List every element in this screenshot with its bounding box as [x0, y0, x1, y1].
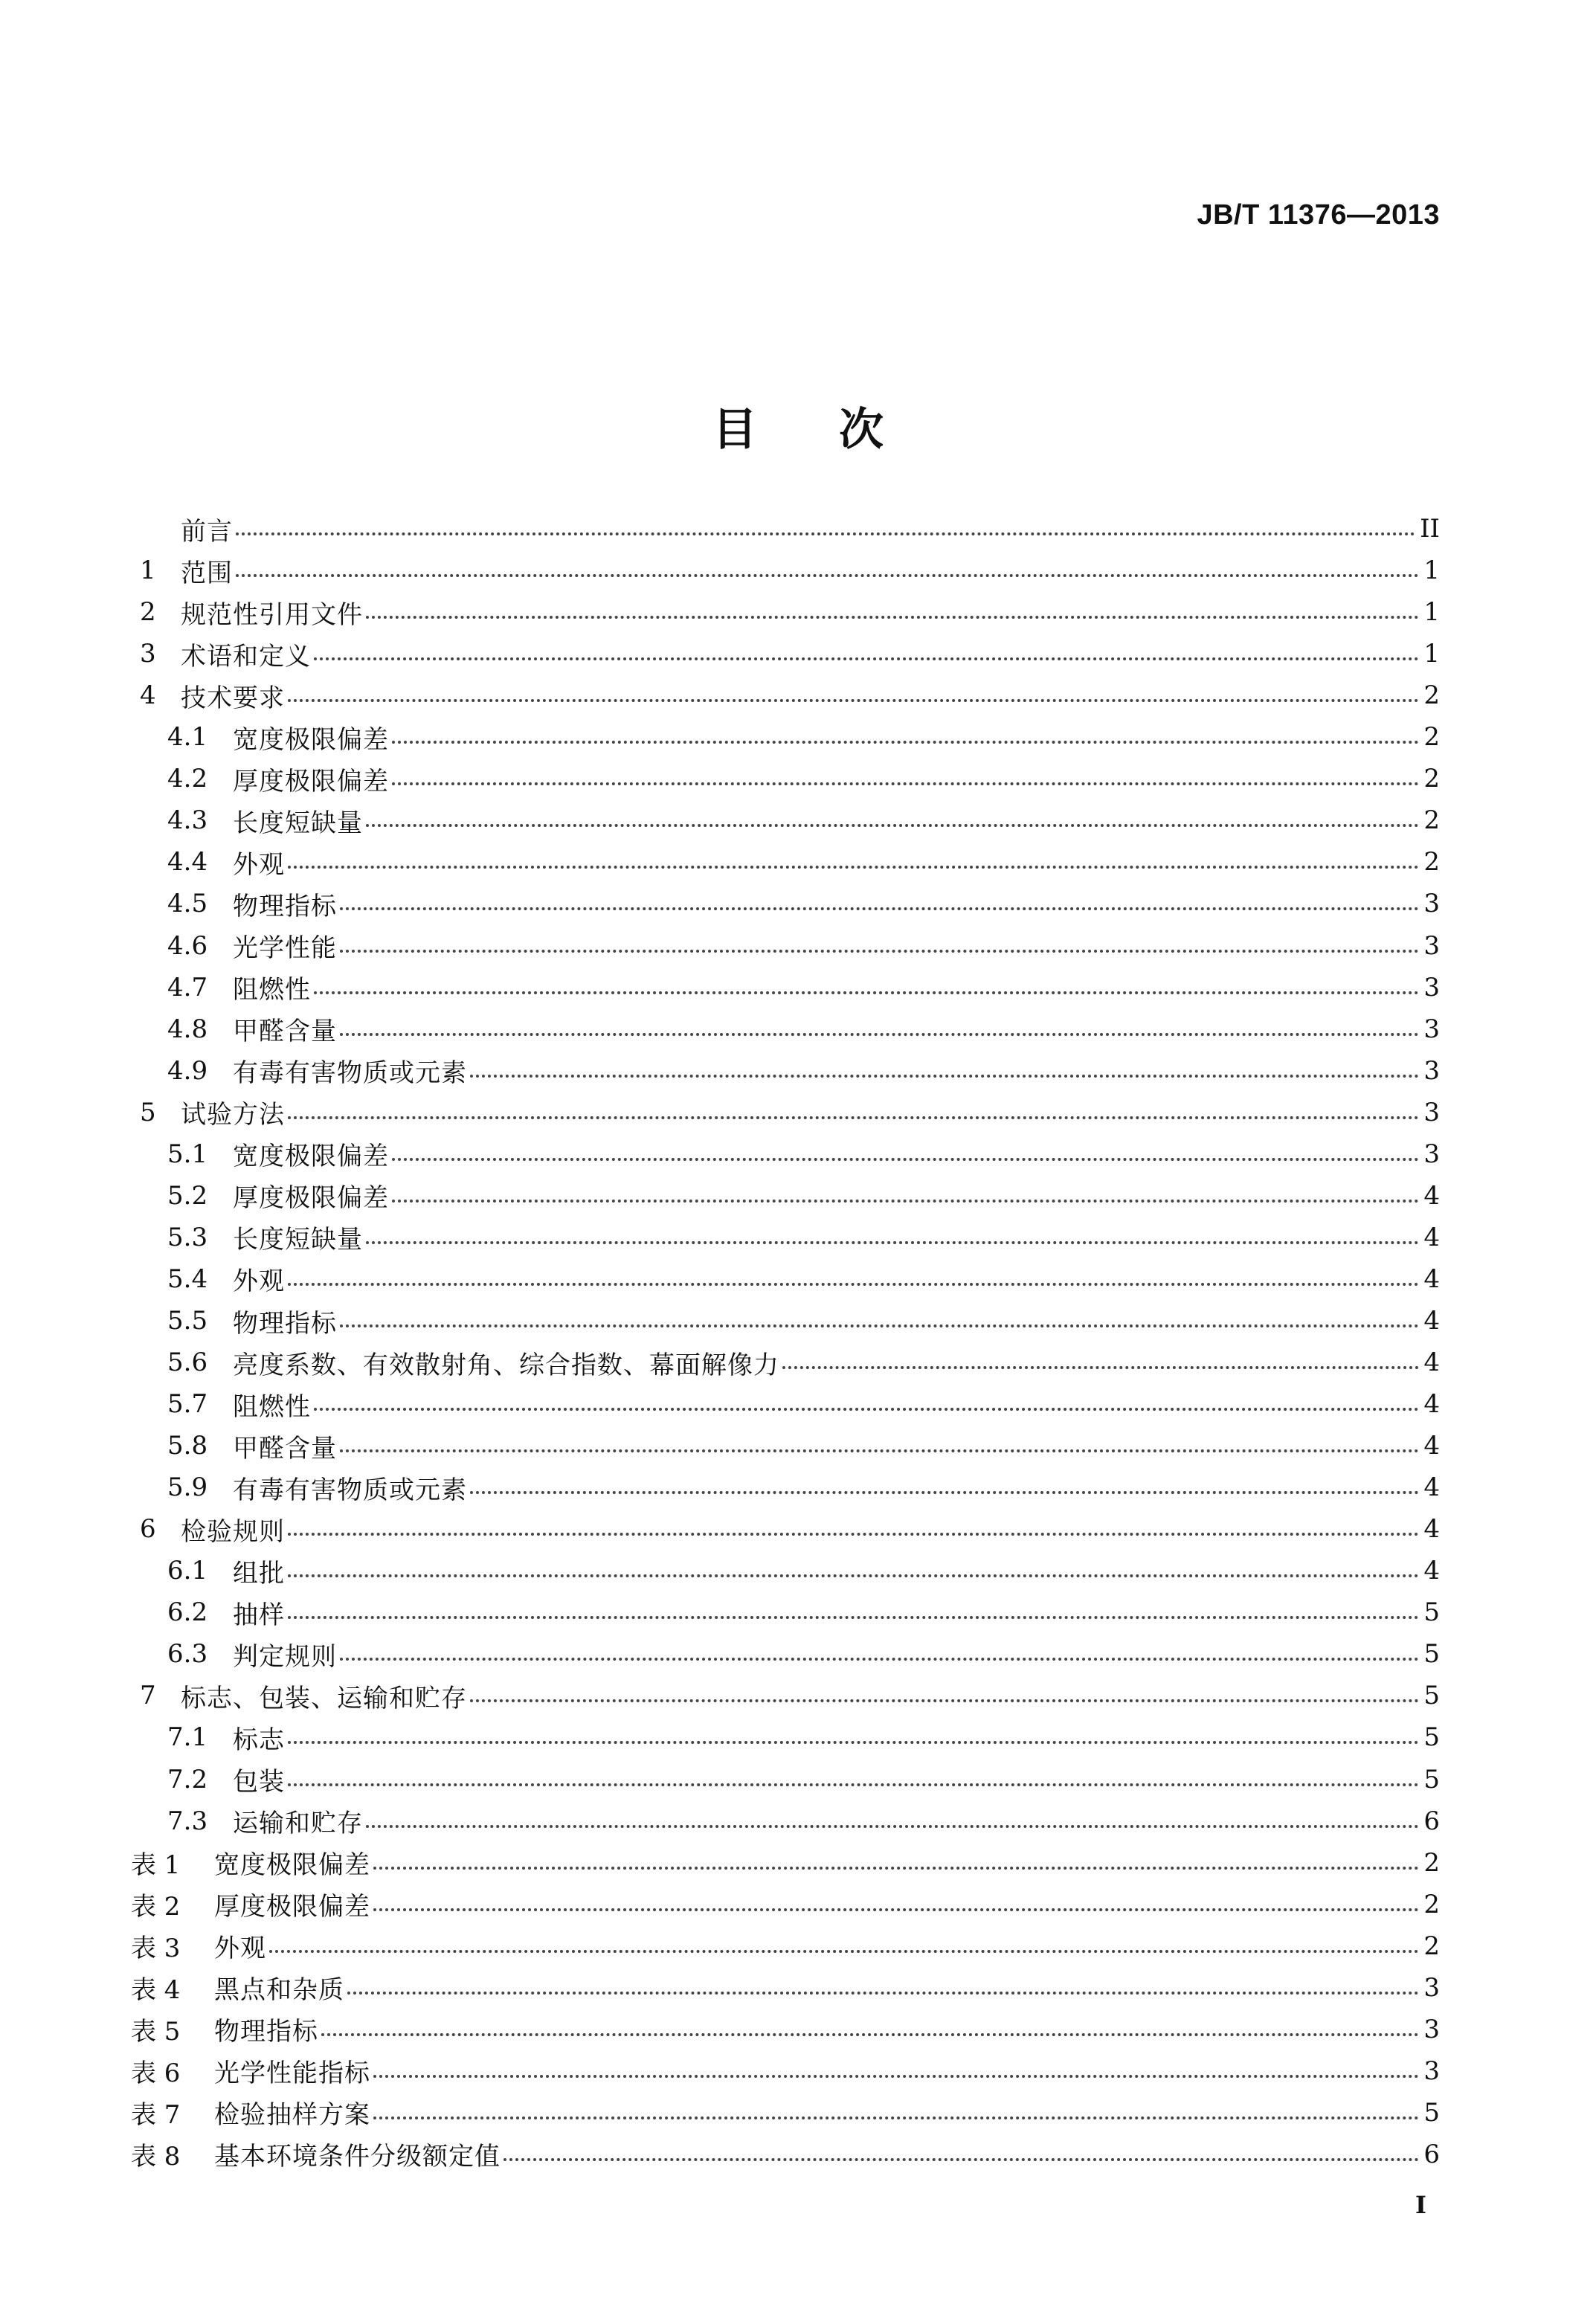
toc-entry-page: 5: [1423, 1764, 1440, 1794]
dot-leader: [340, 1324, 1419, 1327]
toc-entry[interactable]: [131, 2136, 1440, 2173]
toc-entry-page: 2: [1423, 1931, 1440, 1961]
toc-entry-number: 7.3: [167, 1806, 208, 1836]
toc-entry[interactable]: [131, 2094, 1440, 2131]
dot-leader: [503, 2158, 1419, 2161]
toc-entry-title: 有毒有害物质或元素: [233, 1475, 467, 1505]
toc-entry[interactable]: [167, 969, 1440, 1006]
toc-entry-number: 2: [140, 597, 156, 628]
toc-entry[interactable]: [167, 1803, 1440, 1840]
toc-entry[interactable]: [140, 510, 1440, 547]
toc-entry-number: 4.3: [167, 805, 208, 836]
dot-leader: [288, 699, 1419, 702]
toc-entry-title: 组批: [233, 1558, 285, 1588]
toc-entry-number: 表 6: [131, 2058, 181, 2089]
dot-leader: [470, 1075, 1419, 1078]
toc-entry-title: 厚度极限偏差: [233, 766, 389, 796]
toc-entry[interactable]: [131, 1886, 1440, 1923]
toc-entry-title: 黑点和杂质: [214, 1975, 344, 2006]
toc-entry-page: 3: [1423, 889, 1440, 919]
toc-entry[interactable]: [167, 885, 1440, 922]
toc-entry-number: 5.6: [167, 1348, 208, 1377]
toc-entry[interactable]: [167, 1594, 1440, 1631]
dot-leader: [288, 1616, 1419, 1619]
toc-entry-title: 技术要求: [181, 683, 285, 713]
toc-entry-number: 4.2: [167, 764, 208, 794]
toc-entry-number: 7.1: [167, 1722, 208, 1753]
toc-entry[interactable]: [131, 2011, 1440, 2048]
toc-entry-page: 1: [1423, 556, 1440, 585]
toc-entry-title: 物理指标: [233, 891, 337, 921]
toc-entry-page: 3: [1423, 930, 1440, 961]
toc-entry-title: 检验抽样方案: [214, 2100, 370, 2131]
toc-entry[interactable]: [167, 927, 1440, 965]
dot-leader: [470, 1491, 1419, 1494]
toc-entry-title: 有毒有害物质或元素: [233, 1058, 467, 1089]
toc-entry-title: 外观: [214, 1934, 266, 1964]
dot-leader: [236, 574, 1419, 577]
dot-leader: [314, 991, 1419, 994]
toc-entry-page: 3: [1423, 2014, 1440, 2044]
toc-entry-title: 阻燃性: [233, 975, 311, 1005]
dot-leader: [366, 616, 1419, 619]
toc-entry-number: 4.4: [167, 847, 208, 878]
toc-entry-number: 4.9: [167, 1055, 208, 1086]
dot-leader: [373, 1908, 1419, 1911]
toc-entry-page: 2: [1423, 680, 1440, 711]
toc-entry[interactable]: [167, 1136, 1440, 1173]
toc-entry-page: 5: [1423, 1722, 1440, 1753]
toc-entry-number: 6.3: [167, 1639, 208, 1670]
toc-entry-number: 4.7: [167, 972, 208, 1002]
toc-entry-page: 4: [1423, 1222, 1440, 1252]
dot-leader: [340, 1449, 1419, 1452]
toc-entry-title: 物理指标: [233, 1308, 337, 1339]
toc-entry-page: 3: [1423, 1055, 1440, 1086]
toc-entry-number: 7.2: [167, 1764, 208, 1794]
toc-entry-page: 2: [1423, 805, 1440, 836]
toc-entry-page: 6: [1423, 1806, 1440, 1836]
toc-entry[interactable]: [167, 802, 1440, 839]
toc-entry[interactable]: [131, 1844, 1440, 1881]
toc-entry-title: 范围: [181, 558, 233, 588]
toc-entry-number: 4.5: [167, 889, 208, 919]
toc-entry-number: 4.6: [167, 930, 208, 961]
toc-entry-title: 判定规则: [233, 1641, 337, 1672]
toc-entry-title: 试验方法: [181, 1100, 285, 1130]
dot-leader: [340, 1658, 1419, 1661]
dot-leader: [340, 950, 1419, 953]
toc-entry-title: 规范性引用文件: [181, 599, 363, 630]
dot-leader: [392, 1158, 1419, 1161]
dot-leader: [288, 1533, 1419, 1536]
toc-entry-number: 5.5: [167, 1306, 208, 1336]
toc-entry[interactable]: [167, 1385, 1440, 1423]
toc-entry-number: 5: [140, 1097, 156, 1127]
dot-leader: [366, 1241, 1419, 1244]
toc-entry-number: 表 4: [131, 1975, 181, 2006]
toc-entry[interactable]: [167, 1177, 1440, 1214]
dot-leader: [314, 1408, 1419, 1411]
dot-leader: [366, 824, 1419, 827]
toc-entry-page: 4: [1423, 1556, 1440, 1586]
toc-entry[interactable]: [167, 1719, 1440, 1756]
toc-entry-title: 运输和贮存: [233, 1809, 363, 1838]
toc-entry-title: 亮度系数、有效散射角、综合指数、幕面解像力: [233, 1350, 779, 1380]
toc-entry-page: 3: [1423, 972, 1440, 1002]
toc-entry-number: 5.3: [167, 1222, 208, 1252]
toc-entry-number: 5.1: [167, 1139, 208, 1169]
toc-entry[interactable]: [167, 1344, 1440, 1381]
dot-leader: [392, 782, 1419, 785]
toc-entry-page: 4: [1423, 1389, 1440, 1419]
standard-code: JB/T 11376—2013: [1197, 199, 1440, 231]
toc-entry[interactable]: [167, 1427, 1440, 1464]
toc-entry[interactable]: [140, 677, 1440, 714]
toc-entry[interactable]: [167, 1219, 1440, 1256]
toc-entry-number: 6.2: [167, 1597, 208, 1628]
toc-entry-page: 6: [1423, 2139, 1440, 2169]
toc-entry-number: 6.1: [167, 1556, 208, 1586]
toc-entry-page: 3: [1423, 2056, 1440, 2086]
toc-entry-page: 2: [1423, 722, 1440, 753]
toc-entry-page: 4: [1423, 1348, 1440, 1377]
toc-entry[interactable]: [140, 635, 1440, 672]
dot-leader: [392, 741, 1419, 744]
toc-entry-page: 3: [1423, 1097, 1440, 1127]
dot-leader: [269, 1950, 1419, 1953]
toc-entry[interactable]: [140, 552, 1440, 589]
toc-entry-page: 4: [1423, 1472, 1440, 1503]
toc-entry[interactable]: [167, 1635, 1440, 1673]
toc-entry-number: 5.4: [167, 1263, 208, 1294]
toc-entry-page: 1: [1423, 597, 1440, 628]
page-title: 目次: [712, 404, 965, 457]
toc-entry-page: 4: [1423, 1263, 1440, 1294]
dot-leader: [366, 1825, 1419, 1828]
toc-entry[interactable]: [167, 1052, 1440, 1089]
toc-entry-title: 长度短缺量: [233, 1225, 363, 1255]
toc-entry[interactable]: [167, 843, 1440, 881]
toc-entry[interactable]: [167, 1469, 1440, 1506]
toc-entry-title: 光学性能指标: [214, 2058, 370, 2089]
toc-entry-page: 2: [1423, 1889, 1440, 1919]
toc-entry-title: 前言: [181, 516, 233, 547]
toc-entry[interactable]: [140, 593, 1440, 631]
toc-entry-title: 长度短缺量: [233, 808, 363, 838]
dot-leader: [347, 1992, 1419, 1995]
toc-entry[interactable]: [167, 1261, 1440, 1298]
toc-entry[interactable]: [167, 718, 1440, 756]
toc-entry[interactable]: [131, 2053, 1440, 2090]
toc-entry-page: 5: [1423, 1639, 1440, 1670]
toc-entry[interactable]: [140, 1094, 1440, 1131]
toc-entry-title: 标志、包装、运输和贮存: [181, 1683, 467, 1713]
toc-entry-page: 4: [1423, 1431, 1440, 1461]
toc-entry-number: 4.8: [167, 1014, 208, 1044]
toc-entry-number: 5.7: [167, 1389, 208, 1419]
toc-entry-page: 5: [1423, 1681, 1440, 1711]
toc-entry-title: 宽度极限偏差: [233, 724, 389, 755]
toc-entry[interactable]: [131, 1969, 1440, 2006]
toc-entry[interactable]: [167, 1552, 1440, 1589]
dot-leader: [314, 657, 1419, 660]
toc-entry-title: 阻燃性: [233, 1391, 311, 1422]
toc-entry-page: 4: [1423, 1306, 1440, 1336]
toc-entry-page: 5: [1423, 2097, 1440, 2128]
toc-entry-title: 术语和定义: [181, 641, 311, 672]
toc-entry-page: 2: [1423, 1847, 1440, 1878]
dot-leader: [321, 2033, 1419, 2036]
toc-entry[interactable]: [167, 760, 1440, 797]
dot-leader: [470, 1699, 1419, 1702]
toc-entry[interactable]: [140, 1510, 1440, 1548]
toc-entry-number: 表 8: [131, 2142, 181, 2172]
toc-entry-title: 基本环境条件分级额定值: [214, 2142, 501, 2172]
dot-leader: [340, 907, 1419, 910]
toc-entry-title: 光学性能: [233, 933, 337, 963]
toc-entry-title: 检验规则: [181, 1516, 285, 1547]
toc-entry-number: 6: [140, 1514, 156, 1545]
toc-entry-number: 4.1: [167, 722, 208, 753]
toc-entry-page: 3: [1423, 1014, 1440, 1044]
toc-entry-page: 4: [1423, 1514, 1440, 1545]
toc-entry-number: 5.8: [167, 1431, 208, 1461]
toc-entry-number: 7: [140, 1681, 156, 1711]
toc-entry[interactable]: [167, 1302, 1440, 1339]
toc-entry-title: 物理指标: [214, 2017, 318, 2047]
toc-entry[interactable]: [131, 1928, 1440, 1965]
toc-entry-page: 5: [1423, 1597, 1440, 1628]
toc-entry[interactable]: [140, 1677, 1440, 1714]
toc-entry-number: 表 1: [131, 1850, 181, 1881]
toc-entry-page: 2: [1423, 764, 1440, 794]
toc-entry-page: 3: [1423, 1139, 1440, 1169]
toc-entry-title: 外观: [233, 1266, 285, 1297]
dot-leader: [288, 1283, 1419, 1286]
toc-entry-title: 包装: [233, 1767, 285, 1797]
toc-entry-title: 标志: [233, 1725, 285, 1755]
toc-entry-title: 宽度极限偏差: [214, 1850, 370, 1881]
dot-leader: [340, 1033, 1419, 1036]
dot-leader: [288, 1783, 1419, 1786]
toc-entry-page: 1: [1423, 639, 1440, 669]
dot-leader: [288, 1116, 1419, 1119]
toc-entry-number: 4: [140, 680, 156, 711]
dot-leader: [392, 1200, 1419, 1203]
toc-entry-number: 表 2: [131, 1892, 181, 1922]
toc-entry[interactable]: [167, 1011, 1440, 1048]
toc-entry-number: 5.2: [167, 1180, 208, 1211]
toc-entry-number: 表 5: [131, 2017, 181, 2047]
toc-entry-title: 抽样: [233, 1600, 285, 1630]
dot-leader: [288, 866, 1419, 869]
dot-leader: [373, 2075, 1419, 2078]
toc-entry-number: 表 3: [131, 1934, 181, 1964]
toc-entry-title: 甲醛含量: [233, 1017, 337, 1047]
toc-entry-page: 2: [1423, 847, 1440, 878]
toc-entry-page: 4: [1423, 1180, 1440, 1211]
toc-entry-number: 表 7: [131, 2100, 181, 2131]
toc-entry-page: II: [1420, 514, 1440, 544]
toc-entry[interactable]: [167, 1761, 1440, 1798]
dot-leader: [288, 1574, 1419, 1577]
page-number: I: [1415, 2191, 1426, 2219]
toc-entry-title: 厚度极限偏差: [233, 1183, 389, 1214]
dot-leader: [373, 2116, 1419, 2119]
toc-entry-title: 外观: [233, 849, 285, 880]
toc-entry-number: 5.9: [167, 1472, 208, 1503]
toc-entry-title: 甲醛含量: [233, 1433, 337, 1464]
toc-entry-title: 厚度极限偏差: [214, 1892, 370, 1922]
toc-entry-number: 3: [140, 639, 156, 669]
dot-leader: [373, 1867, 1419, 1870]
toc-entry-title: 宽度极限偏差: [233, 1142, 389, 1172]
dot-leader: [782, 1366, 1419, 1369]
toc-entry-number: 1: [140, 556, 156, 585]
dot-leader: [288, 1741, 1419, 1744]
dot-leader: [236, 532, 1415, 535]
toc-entry-page: 3: [1423, 1972, 1440, 2003]
